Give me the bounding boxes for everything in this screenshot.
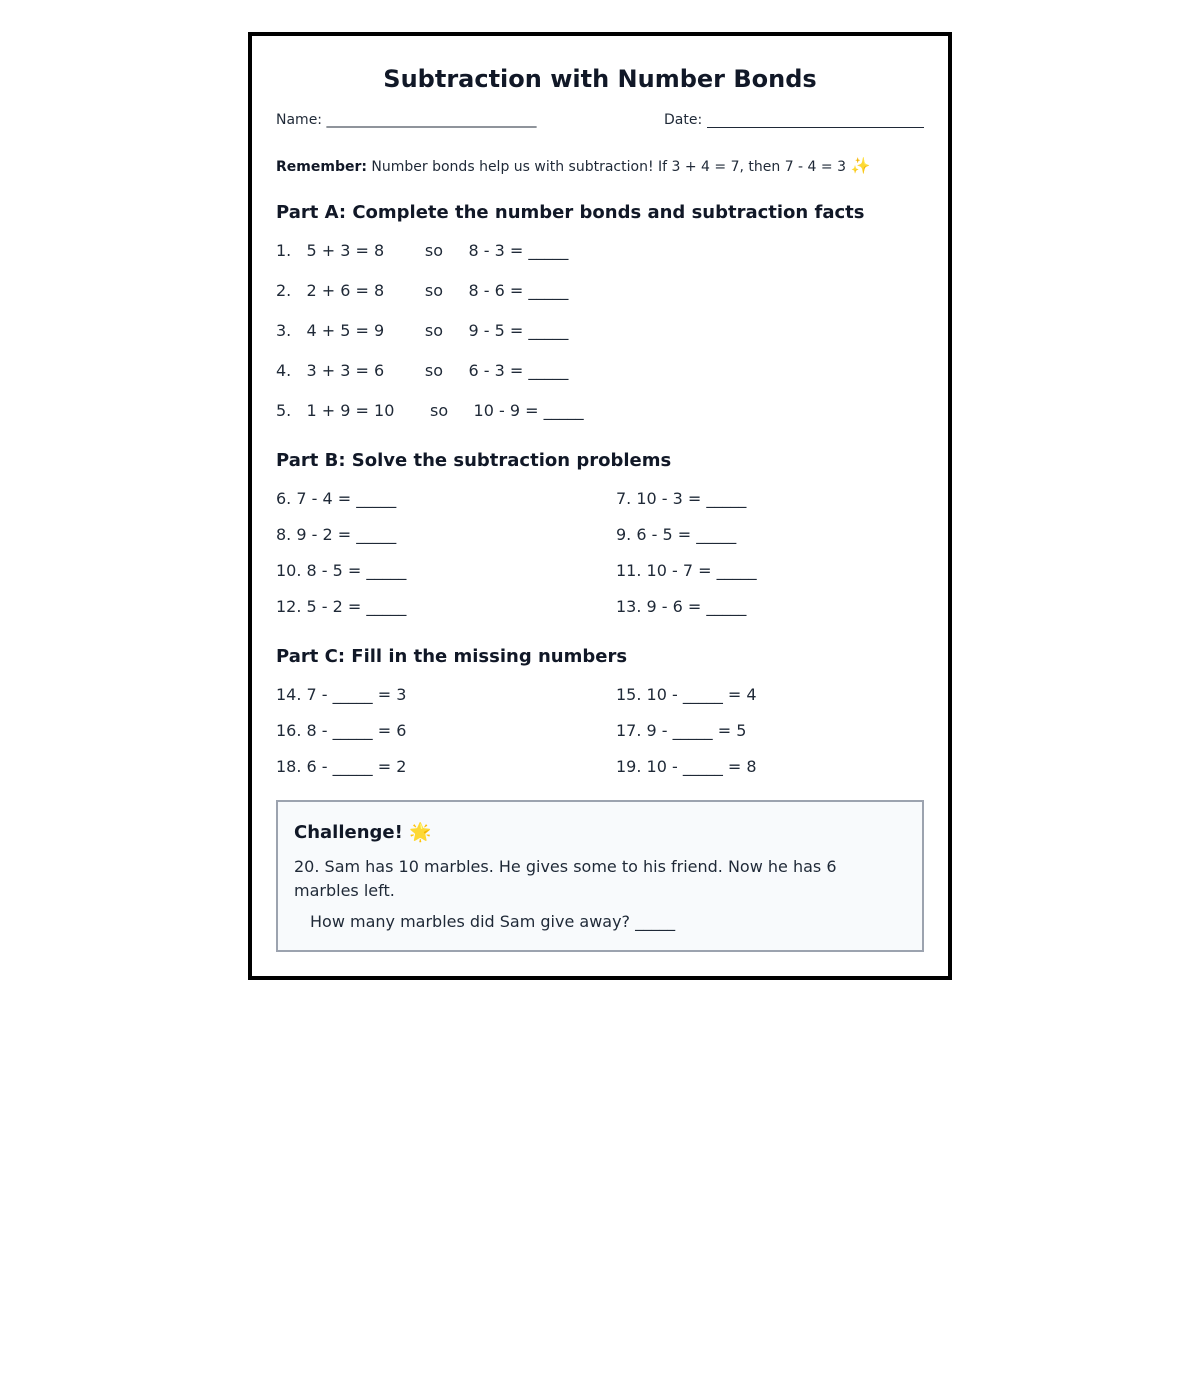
part-a-item: 4. 3 + 3 = 6 so 6 - 3 = _____ bbox=[276, 361, 569, 380]
remember-label: Remember: bbox=[276, 159, 367, 175]
part-a-heading: Part A: Complete the number bonds and subtraction facts bbox=[276, 202, 865, 223]
page-title: Subtraction with Number Bonds bbox=[383, 65, 817, 93]
name-field[interactable]: Name: ______________________________ bbox=[276, 112, 537, 128]
part-c-item: 19. 10 - _____ = 8 bbox=[616, 757, 757, 776]
part-b-heading: Part B: Solve the subtraction problems bbox=[276, 450, 672, 471]
challenge-heading bbox=[294, 822, 432, 844]
part-c-item: 17. 9 - _____ = 5 bbox=[616, 721, 747, 740]
part-c-item: 14. 7 - _____ = 3 bbox=[276, 685, 407, 704]
part-b-item: 8. 9 - 2 = _____ bbox=[276, 525, 397, 544]
date-line bbox=[707, 114, 924, 128]
part-a-item: 5. 1 + 9 = 10 so 10 - 9 = _____ bbox=[276, 401, 584, 420]
name-date-row bbox=[276, 112, 924, 132]
part-c-item: 18. 6 - _____ = 2 bbox=[276, 757, 407, 776]
remember-note bbox=[276, 156, 870, 175]
part-c-item: 15. 10 - _____ = 4 bbox=[616, 685, 757, 704]
worksheet bbox=[248, 32, 952, 980]
part-b-item: 12. 5 - 2 = _____ bbox=[276, 597, 407, 616]
sparkles-icon: ✨ bbox=[850, 156, 871, 175]
date-label: Date: bbox=[664, 112, 703, 128]
part-b-item: 7. 10 - 3 = _____ bbox=[616, 489, 747, 508]
date-field[interactable] bbox=[664, 112, 924, 128]
part-b-item: 13. 9 - 6 = _____ bbox=[616, 597, 747, 616]
challenge-box bbox=[276, 800, 924, 952]
part-b-item: 9. 6 - 5 = _____ bbox=[616, 525, 737, 544]
part-b-item: 10. 8 - 5 = _____ bbox=[276, 561, 407, 580]
challenge-question: How many marbles did Sam give away? _____ bbox=[310, 912, 676, 931]
part-a-item: 3. 4 + 5 = 9 so 9 - 5 = _____ bbox=[276, 321, 569, 340]
glowing-star-icon: 🌟 bbox=[409, 822, 432, 843]
part-c-heading: Part C: Fill in the missing numbers bbox=[276, 646, 628, 667]
part-b-item: 11. 10 - 7 = _____ bbox=[616, 561, 757, 580]
part-c-item: 16. 8 - _____ = 6 bbox=[276, 721, 407, 740]
challenge-problem: 20. Sam has 10 marbles. He gives some to his friend. Now he has 6 marbles left. bbox=[294, 857, 837, 900]
part-a-item: 2. 2 + 6 = 8 so 8 - 6 = _____ bbox=[276, 281, 569, 300]
challenge-heading-label: Challenge! bbox=[294, 822, 410, 843]
part-a-item: 1. 5 + 3 = 8 so 8 - 3 = _____ bbox=[276, 241, 569, 260]
remember-text: Number bonds help us with subtraction! If 3 + 4 = 7, then 7 - 4 = 3 bbox=[366, 159, 851, 175]
part-b-item: 6. 7 - 4 = _____ bbox=[276, 489, 397, 508]
